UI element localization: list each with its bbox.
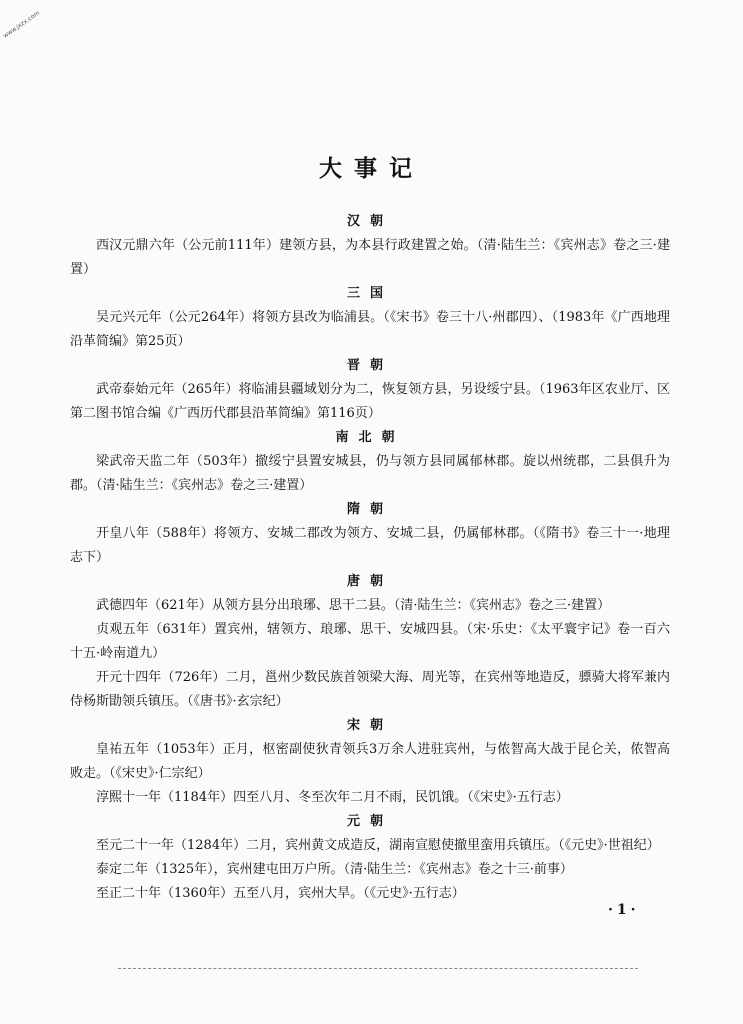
page-number: ·1· [608,902,640,918]
entry-paragraph: 武德四年（621年）从领方县分出琅琊、思干二县。（清·陆生兰：《宾州志》卷之三·建置） [96,598,611,613]
dynasty-heading-sui: 隋朝 [346,502,393,517]
page-title: 大事记 [319,155,424,182]
entry-paragraph: 开皇八年（588年）将领方、安城二郡改为领方、安城二县，仍属郁林郡。（《隋书》卷三十一·地理志下） [70,526,670,565]
dynasty-heading-nanbei: 南北朝 [335,430,405,445]
entry-paragraph: 至元二十一年（1284年）二月，宾州黄文成造反，湖南宣慰使撤里蛮用兵镇压。（《元史》·世祖纪） [96,838,660,853]
entry-paragraph: 开元十四年（726年）二月，邕州少数民族首领梁大海、周光等，在宾州等地造反，骠骑大将军兼内侍杨斯勖领兵镇压。（《唐书》·玄宗纪） [70,670,670,709]
entry-paragraph: 皇祐五年（1053年）正月，枢密副使狄青领兵3万余人进驻宾州，与侬智高大战于昆仑关，侬智高败走。（《宋史》·仁宗纪） [70,742,670,781]
entry-paragraph: 淳熙十一年（1184年）四至八月、冬至次年二月不雨，民饥饿。（《宋史》·五行志） [96,790,569,805]
dynasty-heading-jin: 晋朝 [346,358,393,373]
entry-paragraph: 贞观五年（631年）置宾州，辖领方、琅琊、思干、安城四县。（宋·乐史：《太平寰宇记》卷一百六十五·岭南道九） [70,622,670,661]
entry-paragraph: 泰定二年（1325年），宾州建屯田万户所。（清·陆生兰：《宾州志》卷之十三·前事） [96,862,573,877]
chronicle-body [70,210,670,906]
watermark-stamp: www.jxzx.com [2,9,42,40]
dynasty-heading-han: 汉朝 [346,214,393,229]
footer-divider [118,968,638,969]
dynasty-heading-song: 宋朝 [346,718,393,733]
dynasty-heading-sanguo: 三国 [346,286,393,301]
entry-paragraph: 梁武帝天监二年（503年）撤绥宁县置安城县，仍与领方县同属郁林郡。旋以州统郡，二县俱升为郡。（清·陆生兰：《宾州志》卷之三·建置） [70,454,670,493]
entry-paragraph: 至正二十年（1360年）五至八月，宾州大旱。（《元史》·五行志） [96,886,465,901]
entry-paragraph: 吴元兴元年（公元264年）将领方县改为临浦县。（《宋书》卷三十八·州郡四）、（1983年《广西地理沿革简编》第25页） [70,310,670,349]
entry-paragraph: 武帝泰始元年（265年）将临浦县疆域划分为二，恢复领方县，另设绥宁县。（1963年区农业厅、区第二图书馆合编《广西历代郡县沿革简编》第116页） [70,382,670,421]
dynasty-heading-tang: 唐朝 [346,574,393,589]
entry-paragraph: 西汉元鼎六年（公元前111年）建领方县，为本县行政建置之始。（清·陆生兰：《宾州志》卷之三·建置） [70,238,670,277]
dynasty-heading-yuan: 元朝 [346,814,393,829]
